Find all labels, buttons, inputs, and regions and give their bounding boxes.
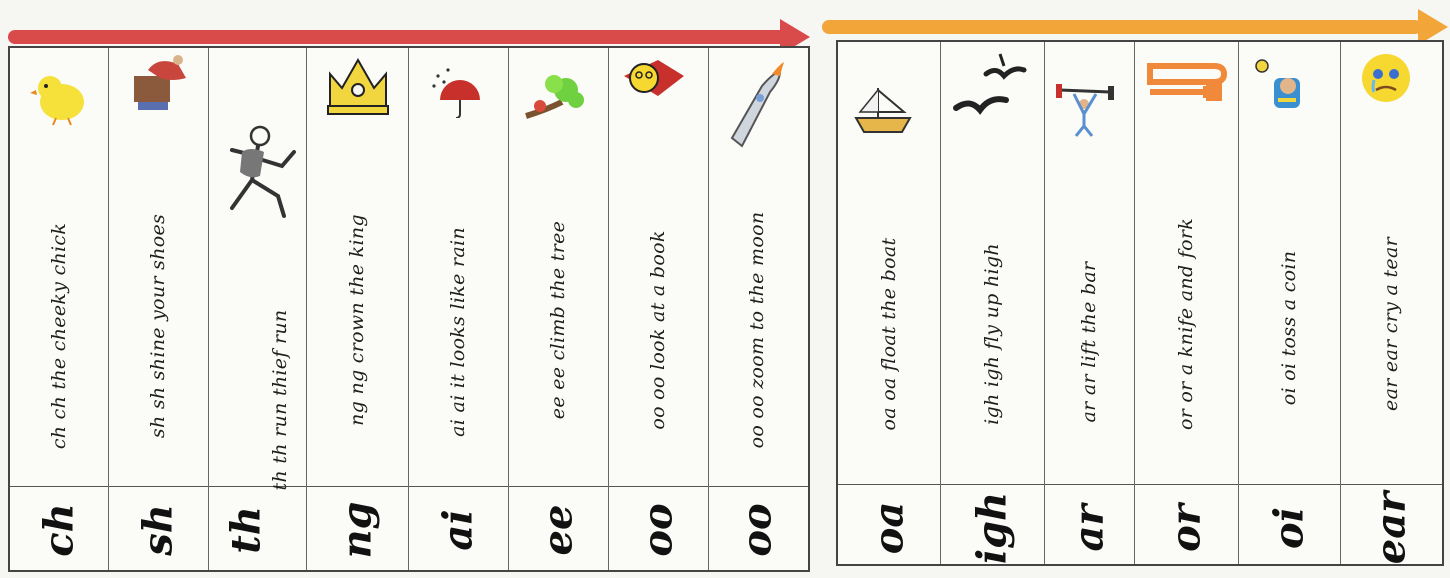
- table-row: [608, 48, 709, 570]
- book-icon: [618, 50, 692, 114]
- tree-icon: [520, 66, 588, 126]
- table-row: [1340, 42, 1442, 564]
- sound-label: igh: [968, 491, 1016, 565]
- boat-icon: [848, 82, 918, 138]
- right-sound-table: [836, 40, 1444, 566]
- sound-label: ng: [333, 501, 381, 559]
- table-row: [10, 48, 109, 570]
- sound-label: oo: [634, 503, 682, 557]
- sound-phrase: ng ng crown the king: [346, 214, 368, 426]
- sound-label: ee: [534, 504, 582, 556]
- sound-label: sh: [134, 504, 182, 556]
- sound-phrase: sh sh shine your shoes: [147, 213, 169, 439]
- red-progress-arrow: [8, 30, 788, 44]
- orange-progress-arrow: [822, 20, 1422, 34]
- rocket-icon: [718, 58, 788, 154]
- chick-icon: [28, 66, 90, 126]
- sound-phrase: ch ch the cheeky chick: [48, 222, 70, 450]
- sound-label: ch: [35, 503, 83, 557]
- sound-label: ar: [1065, 504, 1113, 552]
- sound-label: oa: [865, 501, 913, 555]
- umbrella-rain-icon: [430, 66, 490, 118]
- sound-label: ai: [434, 509, 482, 551]
- sound-phrase: oa oa float the boat: [878, 237, 900, 431]
- table-row: [708, 48, 806, 570]
- table-row: [306, 48, 409, 570]
- birds-icon: [950, 48, 1030, 134]
- sound-phrase: oo oo zoom to the moon: [746, 211, 768, 449]
- sound-label: or: [1162, 504, 1210, 552]
- sound-label: oo: [733, 503, 781, 557]
- table-row: [1238, 42, 1341, 564]
- left-sound-table: [8, 46, 810, 572]
- table-row: [408, 48, 509, 570]
- table-row: [108, 48, 209, 570]
- sound-phrase: ee ee climb the tree: [547, 220, 569, 420]
- crying-face-icon: [1354, 48, 1420, 110]
- sound-phrase: ai ai it looks like rain: [447, 227, 469, 437]
- table-row: [508, 48, 609, 570]
- sound-phrase: or or a knife and fork: [1175, 217, 1197, 431]
- sound-phrase: ar ar lift the bar: [1078, 261, 1100, 423]
- table-row: [1044, 42, 1135, 564]
- table-row: [838, 42, 941, 564]
- sound-label: oi: [1265, 507, 1313, 549]
- running-thief-icon: [212, 122, 302, 220]
- sound-phrase: th th run thief run: [269, 309, 291, 491]
- crown-icon: [322, 52, 394, 118]
- sound-phrase: ear ear cry a tear: [1380, 237, 1402, 411]
- sound-label: ear: [1367, 491, 1415, 565]
- weightlifter-icon: [1054, 78, 1120, 138]
- coin-toss-icon: [1248, 56, 1318, 122]
- shoe-shine-icon: [128, 52, 192, 114]
- table-row: [1134, 42, 1239, 564]
- knife-fork-icon: [1144, 48, 1230, 114]
- sound-phrase: igh igh fly up high: [981, 243, 1003, 425]
- sound-label: th: [222, 506, 270, 554]
- sound-phrase: oi oi toss a coin: [1278, 250, 1300, 406]
- table-row: [940, 42, 1045, 564]
- sound-phrase: oo oo look at a book: [647, 230, 669, 430]
- table-row: [208, 48, 307, 570]
